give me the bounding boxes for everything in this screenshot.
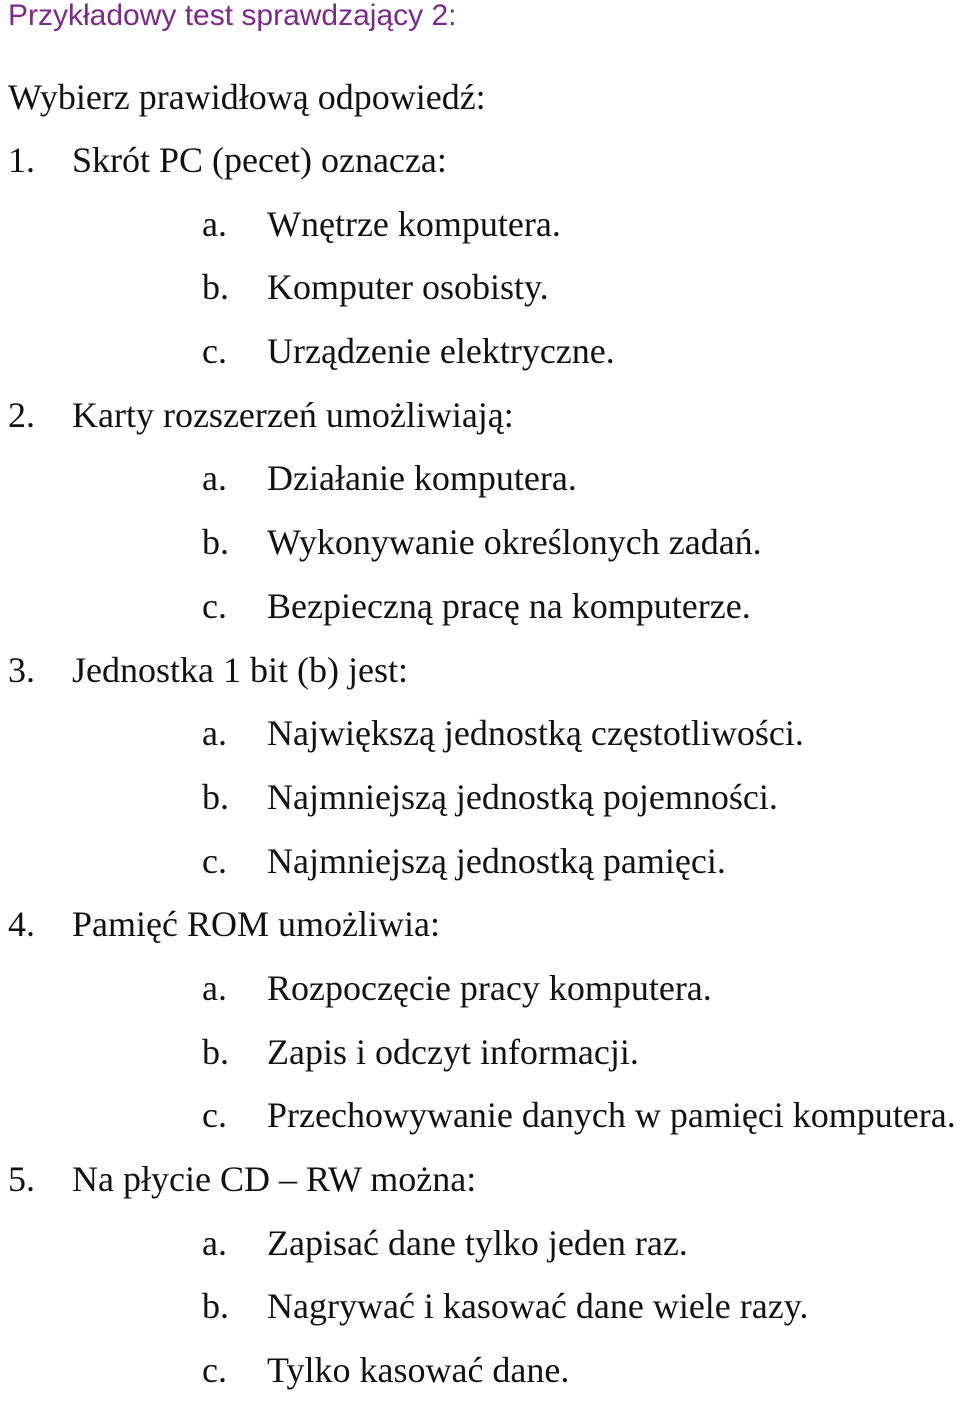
option-row [0, 266, 960, 330]
option-text: Zapis i odczyt informacji. [267, 1031, 639, 1072]
option-row [0, 585, 960, 649]
question-row [0, 903, 960, 967]
option-row [0, 712, 960, 776]
option-text: Największą jednostką częstotliwości. [267, 713, 804, 754]
option-letter: a. [202, 203, 227, 244]
option-text: Urządzenie elektryczne. [267, 331, 615, 372]
option-letter: a. [202, 458, 227, 499]
option-text: Tylko kasować dane. [267, 1350, 570, 1391]
option-letter: a. [202, 967, 227, 1008]
option-letter: c. [202, 840, 227, 881]
question-number: 5. [8, 1159, 35, 1199]
option-row [0, 1222, 960, 1286]
question-text: Jednostka 1 bit (b) jest: [72, 649, 408, 690]
option-text: Komputer osobisty. [267, 267, 549, 308]
option-row [0, 1031, 960, 1095]
option-row [0, 330, 960, 394]
option-text: Najmniejszą jednostką pojemności. [267, 776, 778, 817]
option-text: Wykonywanie określonych zadań. [267, 522, 762, 563]
option-text: Bezpieczną pracę na komputerze. [267, 585, 751, 626]
option-row [0, 967, 960, 1031]
option-letter: c. [202, 585, 227, 626]
option-row [0, 457, 960, 521]
question-number: 1. [8, 140, 35, 180]
option-row [0, 521, 960, 585]
option-text: Zapisać dane tylko jeden raz. [267, 1222, 688, 1263]
option-text: Najmniejszą jednostką pamięci. [267, 840, 726, 881]
option-letter: b. [202, 1031, 229, 1072]
option-letter: a. [202, 1222, 227, 1263]
question-row [0, 1158, 960, 1222]
question-number: 3. [8, 649, 35, 690]
option-letter: c. [202, 331, 227, 372]
question-row [0, 139, 960, 203]
option-letter: b. [202, 776, 229, 817]
option-letter: a. [202, 713, 227, 754]
option-row [0, 203, 960, 267]
option-letter: b. [202, 1286, 229, 1327]
question-number: 2. [8, 394, 35, 435]
question-text: Na płycie CD – RW można: [72, 1159, 477, 1199]
question-text: Skrót PC (pecet) oznacza: [72, 140, 447, 180]
option-row [0, 1285, 960, 1349]
option-row [0, 840, 960, 904]
option-row [0, 1349, 960, 1413]
option-letter: c. [202, 1350, 227, 1391]
option-letter: c. [202, 1095, 227, 1136]
question-row [0, 394, 960, 458]
option-row [0, 776, 960, 840]
question-number: 4. [8, 904, 35, 945]
instruction-text: Wybierz prawidłową odpowiedź: [8, 77, 486, 117]
option-text: Rozpoczęcie pracy komputera. [267, 967, 712, 1008]
question-row [0, 649, 960, 713]
option-text: Nagrywać i kasować dane wiele razy. [267, 1286, 809, 1327]
question-text: Pamięć ROM umożliwia: [72, 904, 440, 945]
option-text: Przechowywanie danych w pamięci komputera. [267, 1095, 956, 1136]
page-title: Przykładowy test sprawdzający 2: [8, 0, 457, 32]
question-text: Karty rozszerzeń umożliwiają: [72, 394, 514, 435]
question-list [0, 139, 960, 1413]
option-text: Wnętrze komputera. [267, 203, 561, 244]
option-text: Działanie komputera. [267, 458, 577, 499]
option-row [0, 1094, 960, 1158]
option-letter: b. [202, 267, 229, 308]
option-letter: b. [202, 522, 229, 563]
